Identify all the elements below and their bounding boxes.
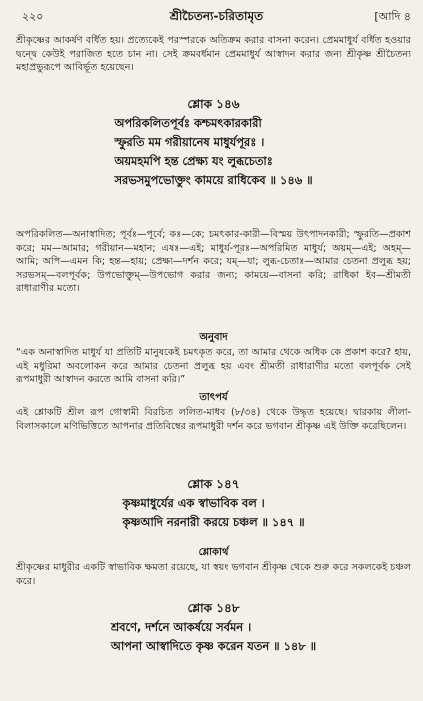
translation-text: শ্রীকৃষ্ণের মাধুরীর একটি স্বাভাবিক ক্ষমতা রয়েছে, যা স্বয়ং ভগবান শ্রীকৃষ্ণ থেকে শুরু করে সকলকেই চঞ্চল করে। [16, 562, 411, 587]
running-title: শ্রীচৈতন্য-চরিতামৃত [169, 9, 264, 23]
sloka-146-heading: শ্লোক ১৪৬ [187, 97, 240, 111]
intro-paragraph-block [16, 34, 411, 75]
sloka-148-verse [16, 618, 411, 656]
translation-block [16, 346, 411, 387]
verse-line: শ্রবণে, দর্শনে আকর্ষয়ে সর্বমন । [110, 620, 252, 634]
translation-heading: শ্লোকার্থ [198, 547, 229, 558]
sloka-147-section [16, 476, 411, 546]
word-meanings: অপরিকলিত—অনাস্বাদিত; পূর্বঃ—পূর্বে; কঃ—কে; চমৎকার-কারী—বিস্ময় উৎপাদনকারী; স্ফুরতি—প্রকাশ করে; মম—আমার; গরীয়ান—মহান; এষঃ—এই; মাধুর্য-পূরঃ—অপরিমিত মাধুর্য; অয়ম্—এই; অহম্—আমি; অপি—এমন কি; হন্ত—হায়; প্রেক্ষ্য—দর্শন করে; যম্—যা; লুব্ধ-চেতাঃ—আমার চেতনা প্রলুব্ধ হয়; সরভসম্—বলপূর্বক; উপভোক্তুম্—উপভোগ করার জন্য; কাময়ে—বাসনা করি; রাধিকা ইব—শ্রীমতী রাধারাণীর মতো। [16, 229, 411, 295]
verse-line: অয়মহমপি হন্ত প্রেক্ষ্য যং লুব্ধচেতাঃ [114, 154, 273, 168]
purport-text: এই শ্লোকটি শ্রীল রূপ গোস্বামী বিরচিত ললিত-মাধব (৮/৩৪) থেকে উদ্ধৃত হয়েছে। দ্বারকায় লীলা-বিলাসকালে মণিভিত্তিতে আপনার প্রতিবিম্বের রূপমাধুরী দর্শন করে ভগবান শ্রীকৃষ্ণ এই উক্তি করেছিলেন। [16, 407, 411, 432]
sloka-147-translation-block [16, 561, 411, 588]
sloka-148-heading: শ্লোক ১৪৮ [187, 601, 240, 615]
sloka-147-translation-heading-block [16, 545, 411, 561]
sloka-148-section [16, 600, 411, 670]
translation-heading: অনুবাদ [199, 332, 228, 343]
translation-text: “এক অনাস্বাদিত মাধুর্য যা প্রতিটি মানুষকেই চমৎকৃত করে, তা আমার থেকে অধিক কে প্রকাশ করে? হায়, এই মধুরিমা অবলোকন করে আমার চেতনা প্রলুব্ধ হয় এবং শ্রীমতী রাধারাণীর মতো বলপূর্বক সেই রূপমাধুরী আস্বাদন করতে আমি বাসনা করি।” [16, 347, 411, 386]
sloka-147-verse [16, 494, 411, 532]
verse-line: কৃষ্ণআদি নরনারী করয়ে চঞ্চল ॥ ১৪৭ ॥ [122, 515, 305, 529]
purport-block [16, 406, 411, 433]
sloka-146-verse [16, 114, 411, 190]
verse-line: অপরিকলিতপূর্বঃ কশ্চমৎকারকারী [114, 116, 262, 130]
word-meanings-block [16, 228, 411, 296]
intro-paragraph: শ্রীকৃষ্ণের আকর্ষণ বর্ধিত হয়। প্রত্যেকেই পরস্পরকে অতিক্রম করার বাসনা করেন। প্রেমমাধুর্য বর্ধিত হওয়ার দ্বন্দ্বে কেউই পরাজিত হতে চান না। সেই ক্রমবর্ধমান প্রেমমাধুর্য আস্বাদন করার জন্য শ্রীকৃষ্ণ শ্রীচৈতন্য মহাপ্রভুরূপে আবির্ভূত হয়েছেন। [16, 35, 411, 74]
verse-line: আপনা আস্বাদিতে কৃষ্ণ করেন যতন ॥ ১৪৮ ॥ [110, 639, 317, 653]
translation-heading-block [16, 330, 411, 346]
purport-heading-block [16, 390, 411, 406]
sloka-147-heading: শ্লোক ১৪৭ [187, 477, 240, 491]
purport-heading: তাৎপর্য [199, 392, 228, 403]
verse-line: সরভসমুপভোক্তুং কাময়ে রাধিকেব ॥ ১৪৬ ॥ [114, 173, 313, 187]
verse-line: স্ফুরতি মম গরীয়ানেষ মাধুর্যপূরঃ । [114, 135, 265, 149]
verse-line: কৃষ্ণমাধুর্যের এক স্বাভাবিক বল । [122, 496, 265, 510]
page-number: ২২০ [22, 10, 44, 23]
page-header [22, 8, 411, 24]
chapter-label: [আদি ৪ [374, 10, 411, 23]
